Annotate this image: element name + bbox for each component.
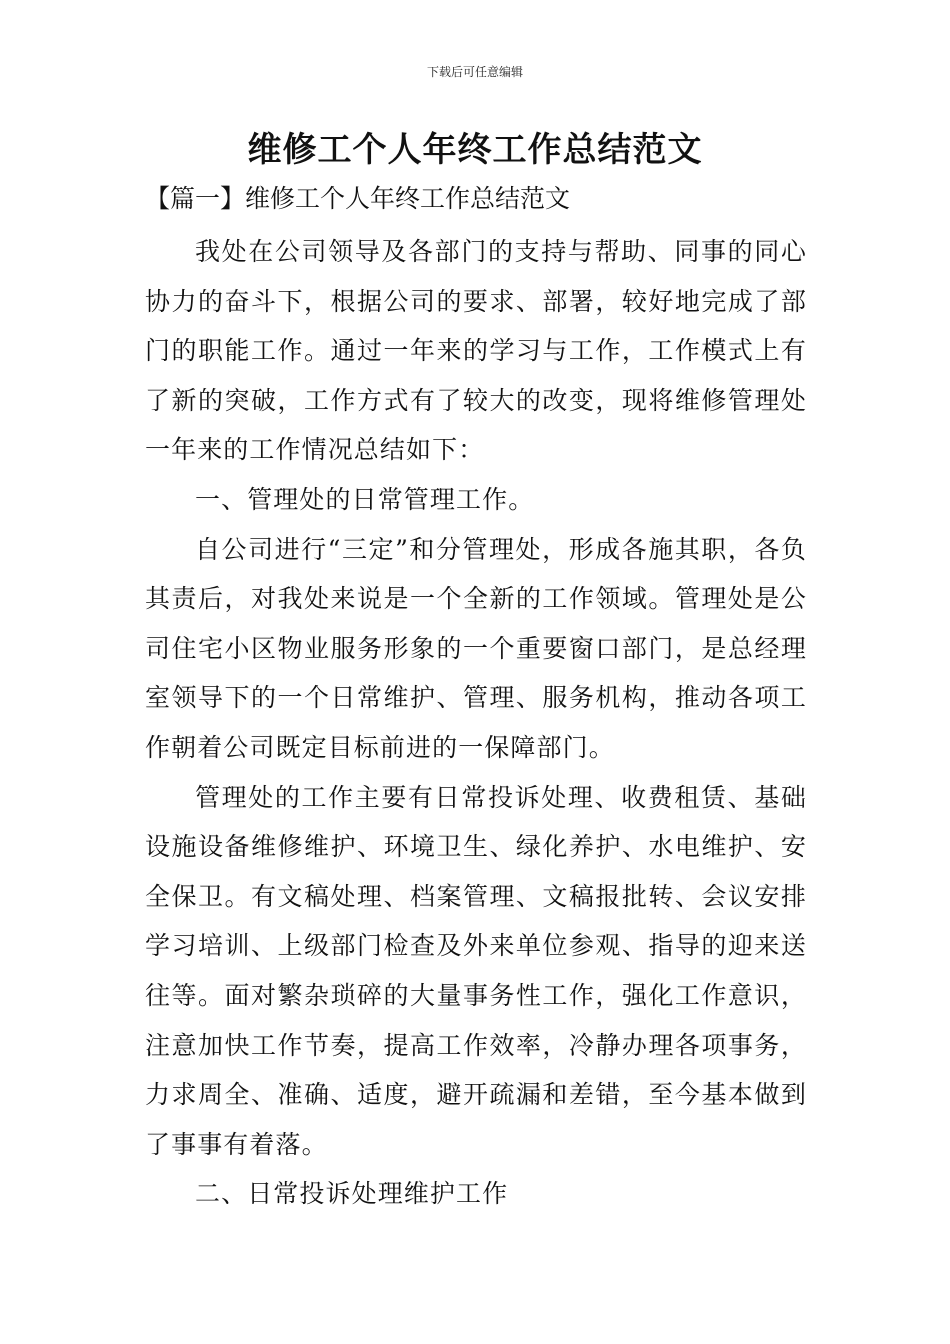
section-heading: 【篇一】维修工个人年终工作总结范文 [145, 184, 571, 213]
subheading-daily-management: 一、管理处的日常管理工作。 [195, 484, 535, 514]
subheading-complaint-handling: 二、日常投诉处理维护工作 [195, 1179, 509, 1209]
header-note: 下载后可任意编辑 [426, 65, 523, 79]
paragraph-intro: 我处在公司领导及各部门的支持与帮助、同事的同心协力的奋斗下，根据公司的要求、部署，较好地完成了部门的职能工作。通过一年来的学习与工作，工作模式上有了新的突破，工作方式有了较大的改变，现将维修管理处一年来的工作情况总结如下： [145, 237, 807, 465]
paragraph-work-scope: 管理处的工作主要有日常投诉处理、收费租赁、基础设施设备维修维护、环境卫生、绿化养护、水电维护、安全保卫。有文稿处理、档案管理、文稿报批转、会议安排学习培训、上级部门检查及外来单位参观、指导的迎来送往等。面对繁杂琐碎的大量事务性工作，强化工作意识，注意加快工作节奏，提高工作效率，冷静办理各项事务，力求周全、准确、适度，避开疏漏和差错，至今基本做到了事事有着落。 [145, 782, 807, 1159]
document-body [145, 227, 807, 1219]
document-title: 维修工个人年终工作总结范文 [247, 130, 703, 170]
paragraph-daily-management: 自公司进行“三定”和分管理处，形成各施其职，各负其责后，对我处来说是一个全新的工作领域。管理处是公司住宅小区物业服务形象的一个重要窗口部门，是总经理室领导下的一个日常维护、管理、服务机构，推动各项工作朝着公司既定目标前进的一保障部门。 [145, 534, 807, 762]
